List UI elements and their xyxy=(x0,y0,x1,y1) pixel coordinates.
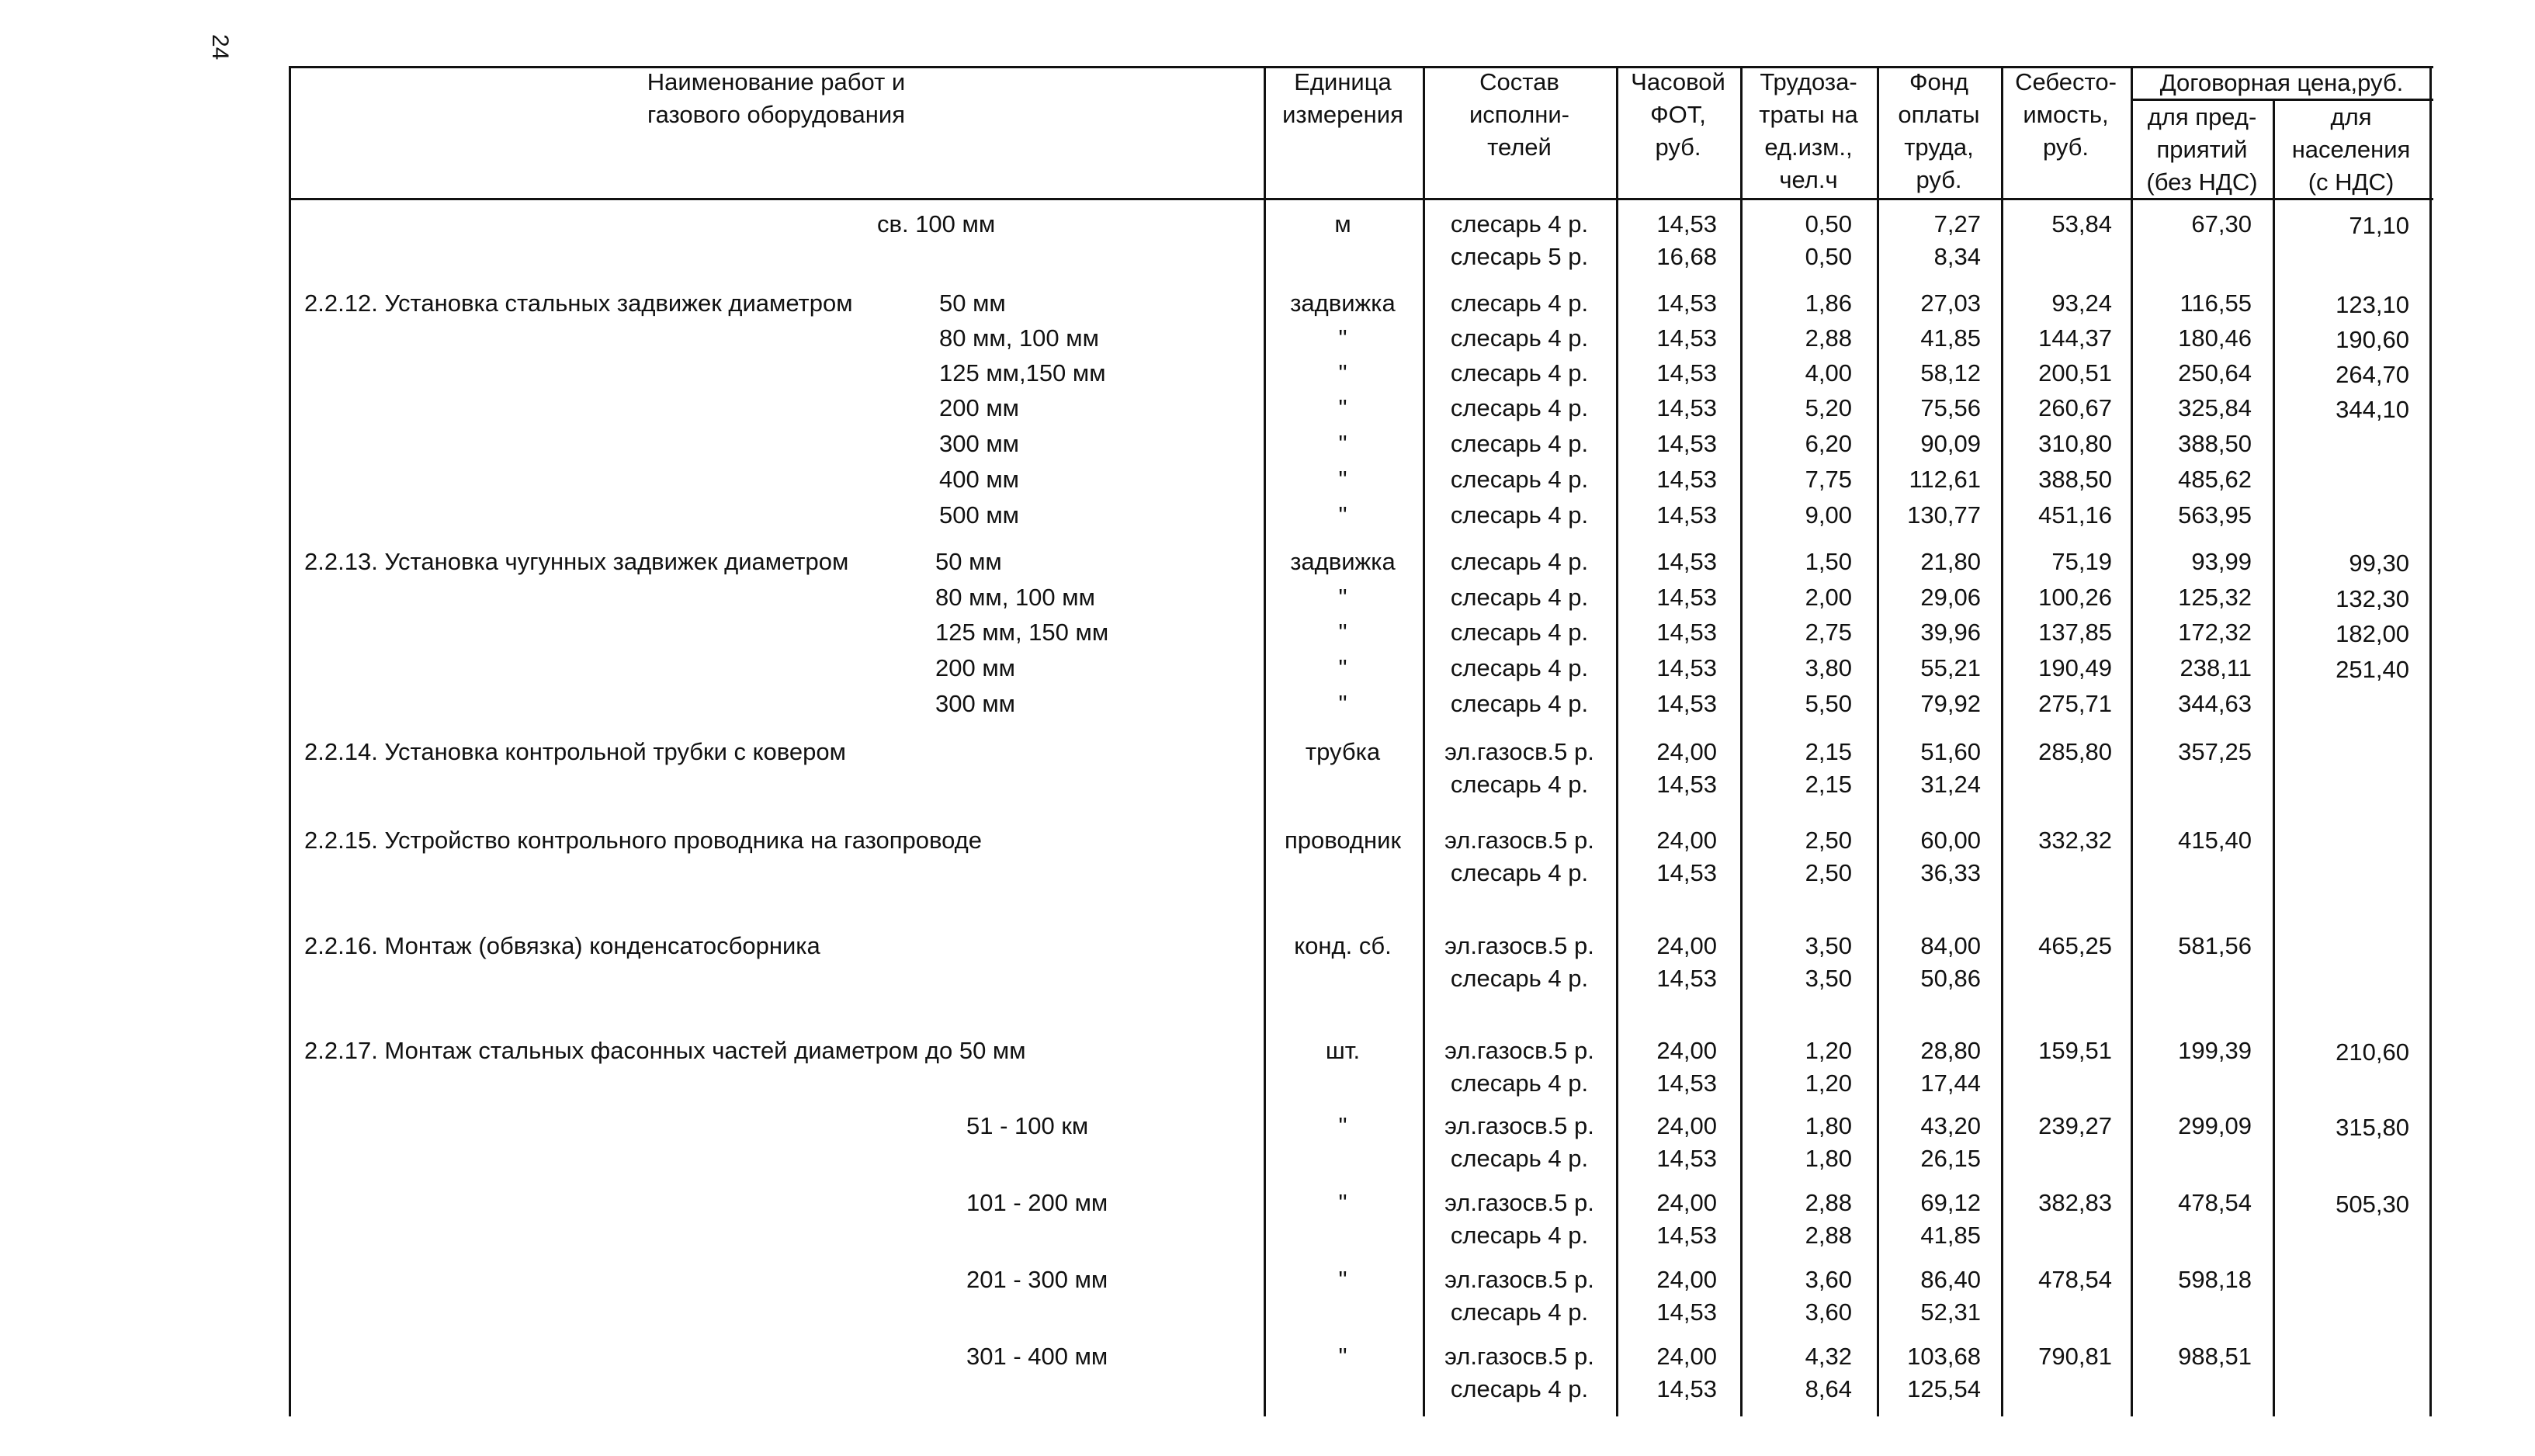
item-labor: 1,80 xyxy=(1805,1112,1852,1139)
item-fund: 26,15 xyxy=(1920,1145,1981,1172)
item-fund: 41,85 xyxy=(1920,324,1981,352)
item-price-enterprises: 344,63 xyxy=(2178,690,2252,717)
item-unit: " xyxy=(1338,501,1347,529)
item-cost: 53,84 xyxy=(2051,210,2112,237)
item-hourly-rate: 16,68 xyxy=(1656,243,1717,270)
item-labor: 2,88 xyxy=(1805,324,1852,352)
header-cost: Себесто- xyxy=(2015,68,2117,95)
item-crew: эл.газосв.5 р. xyxy=(1444,1112,1594,1139)
item-cost: 478,54 xyxy=(2038,1266,2112,1293)
item-hourly-rate: 24,00 xyxy=(1656,738,1717,765)
item-hourly-rate: 14,53 xyxy=(1656,1375,1717,1402)
item-crew: слесарь 4 р. xyxy=(1450,1222,1589,1249)
item-crew: слесарь 4 р. xyxy=(1450,859,1589,886)
item-fund: 84,00 xyxy=(1920,932,1981,959)
item-size: 50 мм xyxy=(939,289,1006,317)
header-hourly: ФОТ, xyxy=(1650,101,1706,128)
item-unit: " xyxy=(1338,466,1347,493)
item-fund: 50,86 xyxy=(1920,965,1981,992)
header-hourly: Часовой xyxy=(1631,68,1725,95)
item-labor: 2,50 xyxy=(1805,827,1852,854)
item-labor: 4,32 xyxy=(1805,1343,1852,1370)
item-hourly-rate: 24,00 xyxy=(1656,827,1717,854)
item-unit: м xyxy=(1334,210,1351,237)
item-hourly-rate: 14,53 xyxy=(1656,466,1717,493)
item-price-population: 344,10 xyxy=(2336,396,2409,423)
header-labor: Трудоза- xyxy=(1760,68,1857,95)
item-price-enterprises: 67,30 xyxy=(2191,210,2252,237)
header-cost: руб. xyxy=(2042,133,2089,161)
header-cost: имость, xyxy=(2023,101,2109,128)
header-contract-price: Договорная цена,руб. xyxy=(2159,69,2404,96)
item-fund: 29,06 xyxy=(1920,584,1981,611)
item-labor: 1,86 xyxy=(1805,289,1852,317)
left-border xyxy=(289,66,291,1416)
item-hourly-rate: 14,53 xyxy=(1656,289,1717,317)
item-fund: 58,12 xyxy=(1920,359,1981,387)
item-crew: слесарь 4 р. xyxy=(1450,394,1589,421)
item-unit: " xyxy=(1338,619,1347,646)
item-price-enterprises: 238,11 xyxy=(2180,654,2252,681)
item-price-population: 505,30 xyxy=(2336,1191,2409,1218)
item-crew: слесарь 4 р. xyxy=(1450,359,1589,387)
item-labor: 8,64 xyxy=(1805,1375,1852,1402)
item-hourly-rate: 14,53 xyxy=(1656,359,1717,387)
item-size: 400 мм xyxy=(939,466,1019,493)
item-labor: 5,50 xyxy=(1805,690,1852,717)
item-hourly-rate: 14,53 xyxy=(1656,548,1717,575)
item-fund: 21,80 xyxy=(1920,548,1981,575)
header-name: газового оборудования xyxy=(647,101,905,128)
item-price-enterprises: 93,99 xyxy=(2191,548,2252,575)
item-crew: слесарь 4 р. xyxy=(1450,654,1589,681)
item-price-enterprises: 388,50 xyxy=(2178,430,2252,457)
item-crew: слесарь 4 р. xyxy=(1450,1069,1589,1097)
item-size: 125 мм, 150 мм xyxy=(935,619,1109,646)
item-size: 201 - 300 мм xyxy=(966,1266,1108,1293)
item-size: 101 - 200 мм xyxy=(966,1189,1108,1216)
item-unit: " xyxy=(1338,654,1347,681)
item-unit: " xyxy=(1338,1189,1347,1216)
item-unit: " xyxy=(1338,690,1347,717)
header-price-enterprises: (без НДС) xyxy=(2146,168,2258,196)
item-cost: 388,50 xyxy=(2038,466,2112,493)
item-fund: 52,31 xyxy=(1920,1298,1981,1326)
item-hourly-rate: 14,53 xyxy=(1656,1145,1717,1172)
item-labor: 2,15 xyxy=(1805,738,1852,765)
item-size: 80 мм, 100 мм xyxy=(935,584,1095,611)
item-unit: " xyxy=(1338,1343,1347,1370)
item-crew: слесарь 4 р. xyxy=(1450,501,1589,529)
item-price-population: 99,30 xyxy=(2349,549,2409,577)
item-crew: слесарь 4 р. xyxy=(1450,965,1589,992)
item-name: 2.2.12. Установка стальных задвижек диаметром xyxy=(304,289,853,317)
item-cost: 310,80 xyxy=(2038,430,2112,457)
item-crew: слесарь 4 р. xyxy=(1450,1375,1589,1402)
item-unit: проводник xyxy=(1284,827,1402,854)
item-labor: 3,50 xyxy=(1805,965,1852,992)
item-crew: эл.газосв.5 р. xyxy=(1444,1343,1594,1370)
item-cost: 451,16 xyxy=(2038,501,2112,529)
item-labor: 3,50 xyxy=(1805,932,1852,959)
item-hourly-rate: 14,53 xyxy=(1656,584,1717,611)
item-cost: 332,32 xyxy=(2038,827,2112,854)
header-fund: Фонд xyxy=(1909,68,1969,95)
item-labor: 4,00 xyxy=(1805,359,1852,387)
item-hourly-rate: 14,53 xyxy=(1656,430,1717,457)
item-cost: 200,51 xyxy=(2038,359,2112,387)
item-cost: 285,80 xyxy=(2038,738,2112,765)
header-name: Наименование работ и xyxy=(647,68,906,95)
item-hourly-rate: 14,53 xyxy=(1656,1298,1717,1326)
item-hourly-rate: 14,53 xyxy=(1656,394,1717,421)
item-fund: 28,80 xyxy=(1920,1037,1981,1064)
item-hourly-rate: 14,53 xyxy=(1656,690,1717,717)
header-hourly: руб. xyxy=(1655,133,1701,161)
header-price-population: для xyxy=(2330,103,2372,130)
item-price-population: 251,40 xyxy=(2336,656,2409,683)
header-labor: ед.изм., xyxy=(1764,133,1853,161)
item-crew: слесарь 4 р. xyxy=(1450,771,1589,798)
item-crew: слесарь 4 р. xyxy=(1450,289,1589,317)
item-labor: 1,20 xyxy=(1805,1069,1852,1097)
item-crew: слесарь 4 р. xyxy=(1450,1145,1589,1172)
item-fund: 43,20 xyxy=(1920,1112,1981,1139)
item-hourly-rate: 14,53 xyxy=(1656,324,1717,352)
item-fund: 31,24 xyxy=(1920,771,1981,798)
item-labor: 2,00 xyxy=(1805,584,1852,611)
item-unit: конд. сб. xyxy=(1294,932,1392,959)
item-cost: 239,27 xyxy=(2038,1112,2112,1139)
item-fund: 79,92 xyxy=(1920,690,1981,717)
item-unit: трубка xyxy=(1305,738,1381,765)
item-hourly-rate: 14,53 xyxy=(1656,1222,1717,1249)
item-hourly-rate: 24,00 xyxy=(1656,1112,1717,1139)
item-fund: 125,54 xyxy=(1907,1375,1981,1402)
item-fund: 51,60 xyxy=(1920,738,1981,765)
header-labor: траты на xyxy=(1759,101,1858,128)
item-cost: 382,83 xyxy=(2038,1189,2112,1216)
item-labor: 2,88 xyxy=(1805,1222,1852,1249)
item-crew: слесарь 4 р. xyxy=(1450,324,1589,352)
item-size: 300 мм xyxy=(939,430,1019,457)
item-unit: " xyxy=(1338,359,1347,387)
item-unit: задвижка xyxy=(1290,289,1396,317)
item-hourly-rate: 24,00 xyxy=(1656,1266,1717,1293)
item-price-enterprises: 116,55 xyxy=(2180,289,2252,317)
item-fund: 39,96 xyxy=(1920,619,1981,646)
item-price-enterprises: 172,32 xyxy=(2178,619,2252,646)
item-fund: 7,27 xyxy=(1933,210,1981,237)
header-fund: труда, xyxy=(1904,133,1974,161)
item-labor: 3,60 xyxy=(1805,1266,1852,1293)
item-cost: 100,26 xyxy=(2038,584,2112,611)
item-crew: слесарь 4 р. xyxy=(1450,466,1589,493)
item-size: 80 мм, 100 мм xyxy=(939,324,1099,352)
item-size: св. 100 мм xyxy=(877,210,996,237)
item-price-enterprises: 988,51 xyxy=(2178,1343,2252,1370)
item-labor: 3,80 xyxy=(1805,654,1852,681)
item-price-population: 264,70 xyxy=(2336,361,2409,388)
item-size: 200 мм xyxy=(935,654,1015,681)
item-hourly-rate: 24,00 xyxy=(1656,1037,1717,1064)
header-price-enterprises: приятий xyxy=(2156,136,2248,163)
item-name: 2.2.15. Устройство контрольного проводника на газопроводе xyxy=(304,827,982,854)
item-hourly-rate: 14,53 xyxy=(1656,965,1717,992)
item-cost: 137,85 xyxy=(2038,619,2112,646)
item-name: 2.2.17. Монтаж стальных фасонных частей диаметром до 50 мм xyxy=(304,1037,1026,1064)
item-fund: 36,33 xyxy=(1920,859,1981,886)
item-price-population: 123,10 xyxy=(2336,291,2409,318)
item-labor: 6,20 xyxy=(1805,430,1852,457)
item-unit: " xyxy=(1338,394,1347,421)
item-labor: 2,88 xyxy=(1805,1189,1852,1216)
item-price-enterprises: 478,54 xyxy=(2178,1189,2252,1216)
item-labor: 0,50 xyxy=(1805,243,1852,270)
item-price-enterprises: 250,64 xyxy=(2178,359,2252,387)
item-cost: 275,71 xyxy=(2038,690,2112,717)
item-price-enterprises: 415,40 xyxy=(2178,827,2252,854)
item-crew: эл.газосв.5 р. xyxy=(1444,1189,1594,1216)
item-crew: эл.газосв.5 р. xyxy=(1444,827,1594,854)
item-price-enterprises: 563,95 xyxy=(2178,501,2252,529)
item-fund: 41,85 xyxy=(1920,1222,1981,1249)
header-unit: измерения xyxy=(1282,101,1403,128)
right-border xyxy=(2429,66,2432,1416)
item-cost: 93,24 xyxy=(2051,289,2112,317)
item-hourly-rate: 14,53 xyxy=(1656,1069,1717,1097)
item-price-enterprises: 357,25 xyxy=(2178,738,2252,765)
item-fund: 8,34 xyxy=(1933,243,1981,270)
item-labor: 1,80 xyxy=(1805,1145,1852,1172)
item-crew: слесарь 4 р. xyxy=(1450,1298,1589,1326)
item-fund: 130,77 xyxy=(1907,501,1981,529)
item-size: 125 мм,150 мм xyxy=(939,359,1106,387)
header-crew: телей xyxy=(1487,133,1552,161)
item-cost: 159,51 xyxy=(2038,1037,2112,1064)
item-price-enterprises: 485,62 xyxy=(2178,466,2252,493)
item-hourly-rate: 14,53 xyxy=(1656,771,1717,798)
item-price-enterprises: 199,39 xyxy=(2178,1037,2252,1064)
item-unit: " xyxy=(1338,584,1347,611)
item-cost: 190,49 xyxy=(2038,654,2112,681)
item-price-enterprises: 180,46 xyxy=(2178,324,2252,352)
item-labor: 5,20 xyxy=(1805,394,1852,421)
item-hourly-rate: 14,53 xyxy=(1656,210,1717,237)
item-fund: 90,09 xyxy=(1920,430,1981,457)
item-name: 2.2.13. Установка чугунных задвижек диаметром xyxy=(304,548,849,575)
item-hourly-rate: 24,00 xyxy=(1656,1343,1717,1370)
header-price-population: (с НДС) xyxy=(2308,168,2395,196)
item-labor: 9,00 xyxy=(1805,501,1852,529)
item-size: 300 мм xyxy=(935,690,1015,717)
item-fund: 27,03 xyxy=(1920,289,1981,317)
item-hourly-rate: 14,53 xyxy=(1656,859,1717,886)
item-price-enterprises: 325,84 xyxy=(2178,394,2252,421)
item-price-enterprises: 125,32 xyxy=(2178,584,2252,611)
item-price-population: 210,60 xyxy=(2336,1038,2409,1066)
item-price-population: 132,30 xyxy=(2336,585,2409,612)
item-crew: эл.газосв.5 р. xyxy=(1444,738,1594,765)
header-bottom-rule xyxy=(291,198,2433,200)
item-crew: слесарь 4 р. xyxy=(1450,430,1589,457)
item-hourly-rate: 14,53 xyxy=(1656,501,1717,529)
item-unit: задвижка xyxy=(1290,548,1396,575)
header-unit: Единица xyxy=(1294,68,1392,95)
item-cost: 790,81 xyxy=(2038,1343,2112,1370)
item-fund: 55,21 xyxy=(1920,654,1981,681)
item-unit: " xyxy=(1338,324,1347,352)
page-number: 24 xyxy=(207,34,233,61)
item-size: 301 - 400 мм xyxy=(966,1343,1108,1370)
item-name: 2.2.16. Монтаж (обвязка) конденсатосборника xyxy=(304,932,820,959)
item-hourly-rate: 24,00 xyxy=(1656,1189,1717,1216)
header-fund: руб. xyxy=(1916,166,1962,193)
item-unit: " xyxy=(1338,1112,1347,1139)
header-price-enterprises: для пред- xyxy=(2147,103,2257,130)
item-size: 51 - 100 км xyxy=(966,1112,1089,1139)
item-crew: слесарь 4 р. xyxy=(1450,584,1589,611)
item-price-population: 190,60 xyxy=(2336,326,2409,353)
item-crew: эл.газосв.5 р. xyxy=(1444,1037,1594,1064)
item-cost: 144,37 xyxy=(2038,324,2112,352)
header-fund: оплаты xyxy=(1898,101,1980,128)
item-labor: 3,60 xyxy=(1805,1298,1852,1326)
item-unit: шт. xyxy=(1325,1037,1361,1064)
item-fund: 17,44 xyxy=(1920,1069,1981,1097)
item-crew: слесарь 4 р. xyxy=(1450,619,1589,646)
item-price-enterprises: 299,09 xyxy=(2178,1112,2252,1139)
item-price-population: 71,10 xyxy=(2349,212,2409,239)
item-crew: слесарь 4 р. xyxy=(1450,548,1589,575)
item-crew: эл.газосв.5 р. xyxy=(1444,1266,1594,1293)
item-crew: слесарь 4 р. xyxy=(1450,210,1589,237)
item-labor: 2,75 xyxy=(1805,619,1852,646)
item-price-population: 182,00 xyxy=(2336,620,2409,647)
item-labor: 7,75 xyxy=(1805,466,1852,493)
item-hourly-rate: 14,53 xyxy=(1656,619,1717,646)
header-crew: Состав xyxy=(1479,68,1559,95)
item-fund: 103,68 xyxy=(1907,1343,1981,1370)
item-price-population: 315,80 xyxy=(2336,1114,2409,1141)
item-crew: слесарь 5 р. xyxy=(1450,243,1589,270)
item-fund: 75,56 xyxy=(1920,394,1981,421)
item-cost: 75,19 xyxy=(2051,548,2112,575)
item-size: 50 мм xyxy=(935,548,1002,575)
header-labor: чел.ч xyxy=(1779,166,1838,193)
item-fund: 69,12 xyxy=(1920,1189,1981,1216)
item-price-enterprises: 598,18 xyxy=(2178,1266,2252,1293)
item-name: 2.2.14. Установка контрольной трубки с ковером xyxy=(304,738,846,765)
item-size: 500 мм xyxy=(939,501,1019,529)
item-price-enterprises: 581,56 xyxy=(2178,932,2252,959)
item-labor: 1,20 xyxy=(1805,1037,1852,1064)
item-unit: " xyxy=(1338,430,1347,457)
item-crew: слесарь 4 р. xyxy=(1450,690,1589,717)
item-labor: 1,50 xyxy=(1805,548,1852,575)
header-crew: исполни- xyxy=(1469,101,1569,128)
item-cost: 465,25 xyxy=(2038,932,2112,959)
item-labor: 2,50 xyxy=(1805,859,1852,886)
item-fund: 112,61 xyxy=(1909,466,1981,493)
item-size: 200 мм xyxy=(939,394,1019,421)
item-fund: 60,00 xyxy=(1920,827,1981,854)
item-cost: 260,67 xyxy=(2038,394,2112,421)
item-hourly-rate: 24,00 xyxy=(1656,932,1717,959)
item-crew: эл.газосв.5 р. xyxy=(1444,932,1594,959)
header-price-population: населения xyxy=(2291,136,2411,163)
item-labor: 0,50 xyxy=(1805,210,1852,237)
item-unit: " xyxy=(1338,1266,1347,1293)
item-labor: 2,15 xyxy=(1805,771,1852,798)
item-fund: 86,40 xyxy=(1920,1266,1981,1293)
item-hourly-rate: 14,53 xyxy=(1656,654,1717,681)
